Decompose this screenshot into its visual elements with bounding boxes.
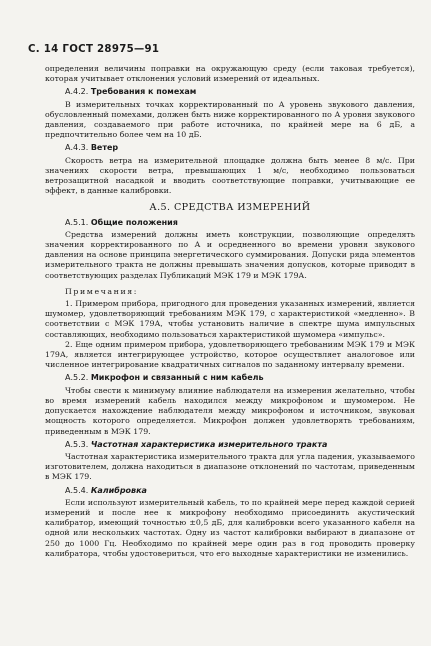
note-2: 2. Еще одним примером прибора, удовлетворяющего требованиям МЭК 179 и МЭК 179А, является интегрирующее устройство, которое осуществляет аналоговое или численное интегрирование квадратичных сигналов по заданному интервалу времени. [45, 339, 415, 370]
heading-a54-num: А.5.4. [65, 485, 89, 495]
heading-a42-title: Требования к помехам [90, 87, 197, 97]
heading-a53-title: Частотная характеристика измерительного тракта [90, 439, 328, 449]
heading-a52-num: А.5.2. [65, 373, 89, 383]
heading-a54 [65, 486, 415, 496]
paragraph-a54: Если используют измерительный кабель, то по крайней мере перед каждой серией измерений и после нее к микрофону необходимо присоединять акустический калибратор, имеющий точностью ±0,5 дБ, для калибровки всего указанного кабеля на одной или нескольких частотах. Одну из частот калибровки выбирают в диапазоне от 250 до 1000 Гц. Необходимо по крайней мере один раз в год проводить проверку калибратора, чтобы удостовериться, что его выходные характеристики не изменились. [45, 497, 415, 558]
heading-a52-title: Микрофон и связанный с ним кабель [90, 373, 264, 383]
heading-a53-num: А.5.3. [65, 439, 89, 449]
intro-paragraph: определения величины поправки на окружающую среду (если таковая требуется), которая учитывает отклонения условий измерений от идеальных. [45, 64, 415, 84]
heading-a51-num: А.5.1. [65, 217, 89, 227]
document-body [45, 64, 415, 559]
heading-a51 [65, 218, 415, 228]
heading-a42-num: А.4.2. [65, 87, 89, 97]
paragraph-a52: Чтобы свести к минимуму влияние наблюдателя на измерения желательно, чтобы во время измерений кабель находился между микрофоном и шумомером. Не допускается нахождение наблюдателя между микрофоном и источником, звуковая мощность которого определяется. Микрофон должен удовлетворять требованиям, приведенным в МЭК 179. [45, 385, 415, 436]
note-1: 1. Примером прибора, пригодного для проведения указанных измерений, является шумомер, удовлетворяющий требованиям МЭК 179, с характеристикой «медленно». В соответствии с МЭК 179А, чтобы установить наличие в спектре шума импульсных составляющих, необходимо пользоваться характеристикой шумомера «импульс». [45, 299, 415, 339]
heading-a43-num: А.4.3. [65, 143, 89, 153]
heading-a53 [65, 440, 415, 450]
heading-a52 [65, 373, 415, 383]
paragraph-a51: Средства измерений должны иметь конструкции, позволяющие определять значения корректированного по А и осредненного во времени уровня звукового давления на основе принципа энергетического суммирования. Допуски ряда элементов измерительного тракта не должны превышать значения допусков, которые приводят в соответствующих разделах Публикаций МЭК 179 и МЭК 179А. [45, 229, 415, 280]
paragraph-a42: В измерительных точках корректированный по А уровень звукового давления, обусловленный помехами, должен быть ниже корректированного по А уровня звукового давления, создаваемого при работе источника, по крайней мере на 6 дБ, а предпочтительно более чем на 10 дБ. [45, 99, 415, 140]
section-a5-title: А.5. СРЕДСТВА ИЗМЕРЕНИЙ [149, 202, 311, 214]
page-header: С. 14 ГОСТ 28975—91 [28, 44, 160, 55]
heading-a43-title: Ветер [90, 143, 119, 153]
heading-a51-title: Общие положения [90, 217, 178, 227]
notes-label: Примечания: [65, 286, 139, 296]
heading-a43 [65, 143, 415, 153]
heading-a42 [65, 87, 415, 97]
heading-a54-title: Калибровка [90, 485, 147, 495]
paragraph-a43: Скорость ветра на измерительной площадке должна быть менее 8 м/с. При значениях скорости ветра, превышающих 1 м/с, необходимо пользоваться ветрозащитной насадкой и вводить соответствующие поправки, учитывающие ее эффект, в данные калибровки. [45, 155, 415, 196]
paragraph-a53: Частотная характеристика измерительного тракта для угла падения, указываемого изготовителем, должна находиться в диапазоне отклонений по частотам, приведенным в МЭК 179. [45, 451, 415, 482]
